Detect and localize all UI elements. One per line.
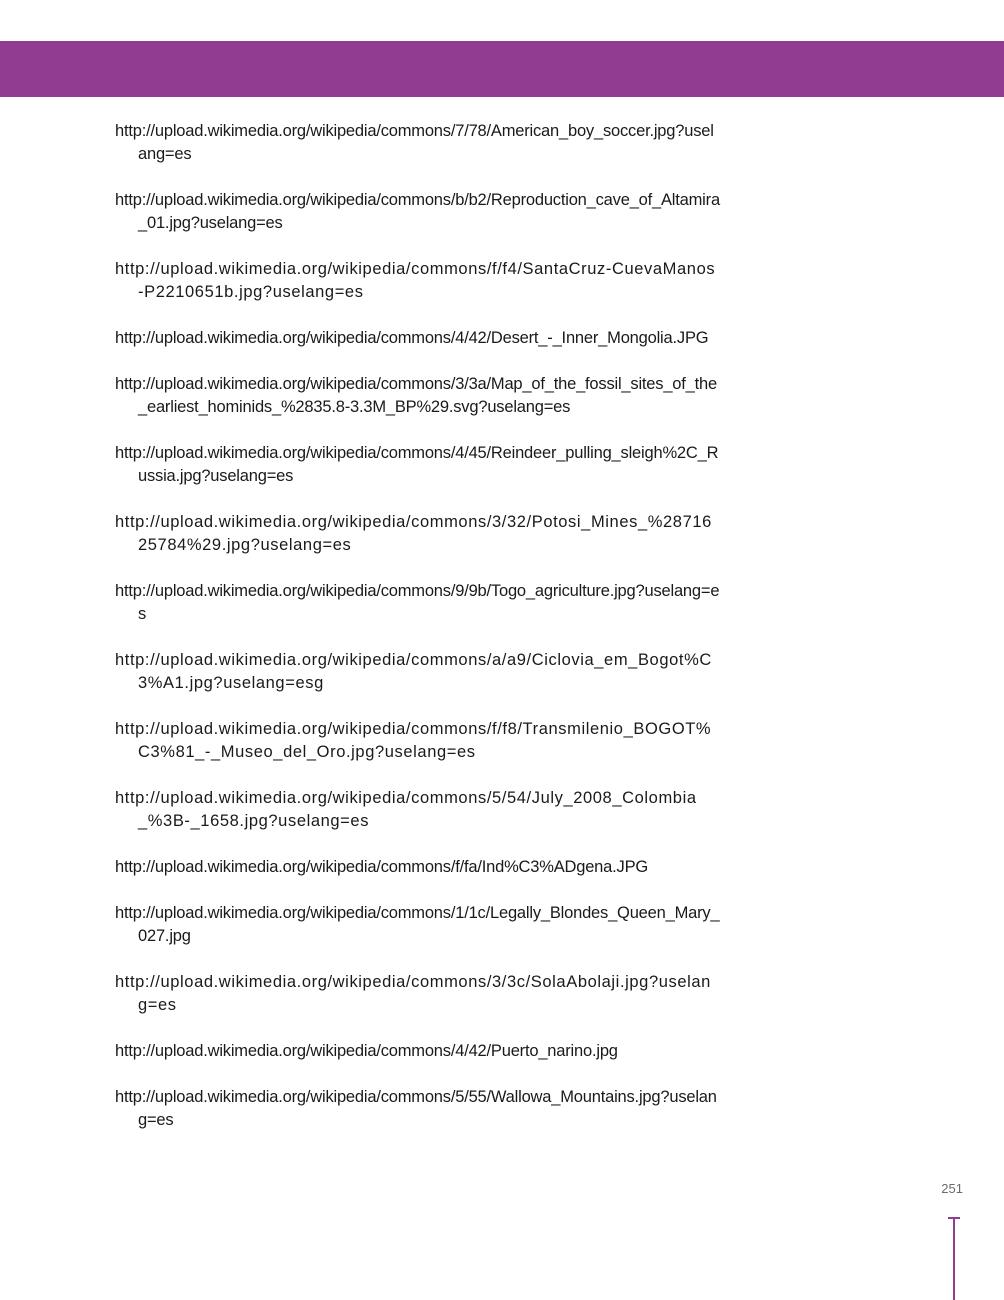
reference-item: http://upload.wikimedia.org/wikipedia/commons/f/fa/Ind%C3%ADgena.JPG bbox=[115, 858, 649, 876]
reference-item: http://upload.wikimedia.org/wikipedia/commons/f/f4/SantaCruz-CuevaManos-P2210651b.jpg?uselang=es bbox=[115, 260, 716, 301]
reference-item: http://upload.wikimedia.org/wikipedia/commons/9/9b/Togo_agriculture.jpg?uselang=es bbox=[115, 582, 720, 623]
header-band bbox=[0, 41, 1004, 97]
page-number: 251 bbox=[941, 1181, 963, 1196]
reference-item: http://upload.wikimedia.org/wikipedia/commons/3/3c/SolaAbolaji.jpg?uselang=es bbox=[115, 973, 711, 1014]
reference-item: http://upload.wikimedia.org/wikipedia/commons/b/b2/Reproduction_cave_of_Altamira_01.jpg?uselang=es bbox=[115, 191, 720, 232]
reference-item: http://upload.wikimedia.org/wikipedia/commons/f/f8/Transmilenio_BOGOT%C3%81_-_Museo_del_Oro.jpg?uselang=es bbox=[115, 720, 712, 761]
reference-item: http://upload.wikimedia.org/wikipedia/commons/4/45/Reindeer_pulling_sleigh%2C_Russia.jpg?uselang=es bbox=[115, 444, 719, 485]
reference-item: http://upload.wikimedia.org/wikipedia/commons/3/3a/Map_of_the_fossil_sites_of_the_earliest_hominids_%2835.8-3.3M_BP%29.svg?uselang=es bbox=[115, 375, 717, 416]
reference-item: http://upload.wikimedia.org/wikipedia/commons/7/78/American_boy_soccer.jpg?uselang=es bbox=[115, 122, 714, 163]
reference-item: http://upload.wikimedia.org/wikipedia/commons/a/a9/Ciclovia_em_Bogot%C3%A1.jpg?uselang=esg bbox=[115, 651, 712, 692]
reference-item: http://upload.wikimedia.org/wikipedia/commons/1/1c/Legally_Blondes_Queen_Mary_027.jpg bbox=[115, 904, 720, 945]
reference-item: http://upload.wikimedia.org/wikipedia/commons/5/54/July_2008_Colombia_%3B-_1658.jpg?uselang=es bbox=[115, 789, 697, 830]
reference-item: http://upload.wikimedia.org/wikipedia/commons/3/32/Potosi_Mines_%2871625784%29.jpg?uselang=es bbox=[115, 513, 712, 554]
reference-item: http://upload.wikimedia.org/wikipedia/commons/4/42/Puerto_narino.jpg bbox=[115, 1042, 618, 1060]
reference-item: http://upload.wikimedia.org/wikipedia/commons/5/55/Wallowa_Mountains.jpg?uselang=es bbox=[115, 1088, 717, 1129]
reference-item: http://upload.wikimedia.org/wikipedia/commons/4/42/Desert_-_Inner_Mongolia.JPG bbox=[115, 329, 709, 347]
reference-list bbox=[115, 120, 720, 1155]
margin-rule bbox=[953, 1218, 955, 1300]
